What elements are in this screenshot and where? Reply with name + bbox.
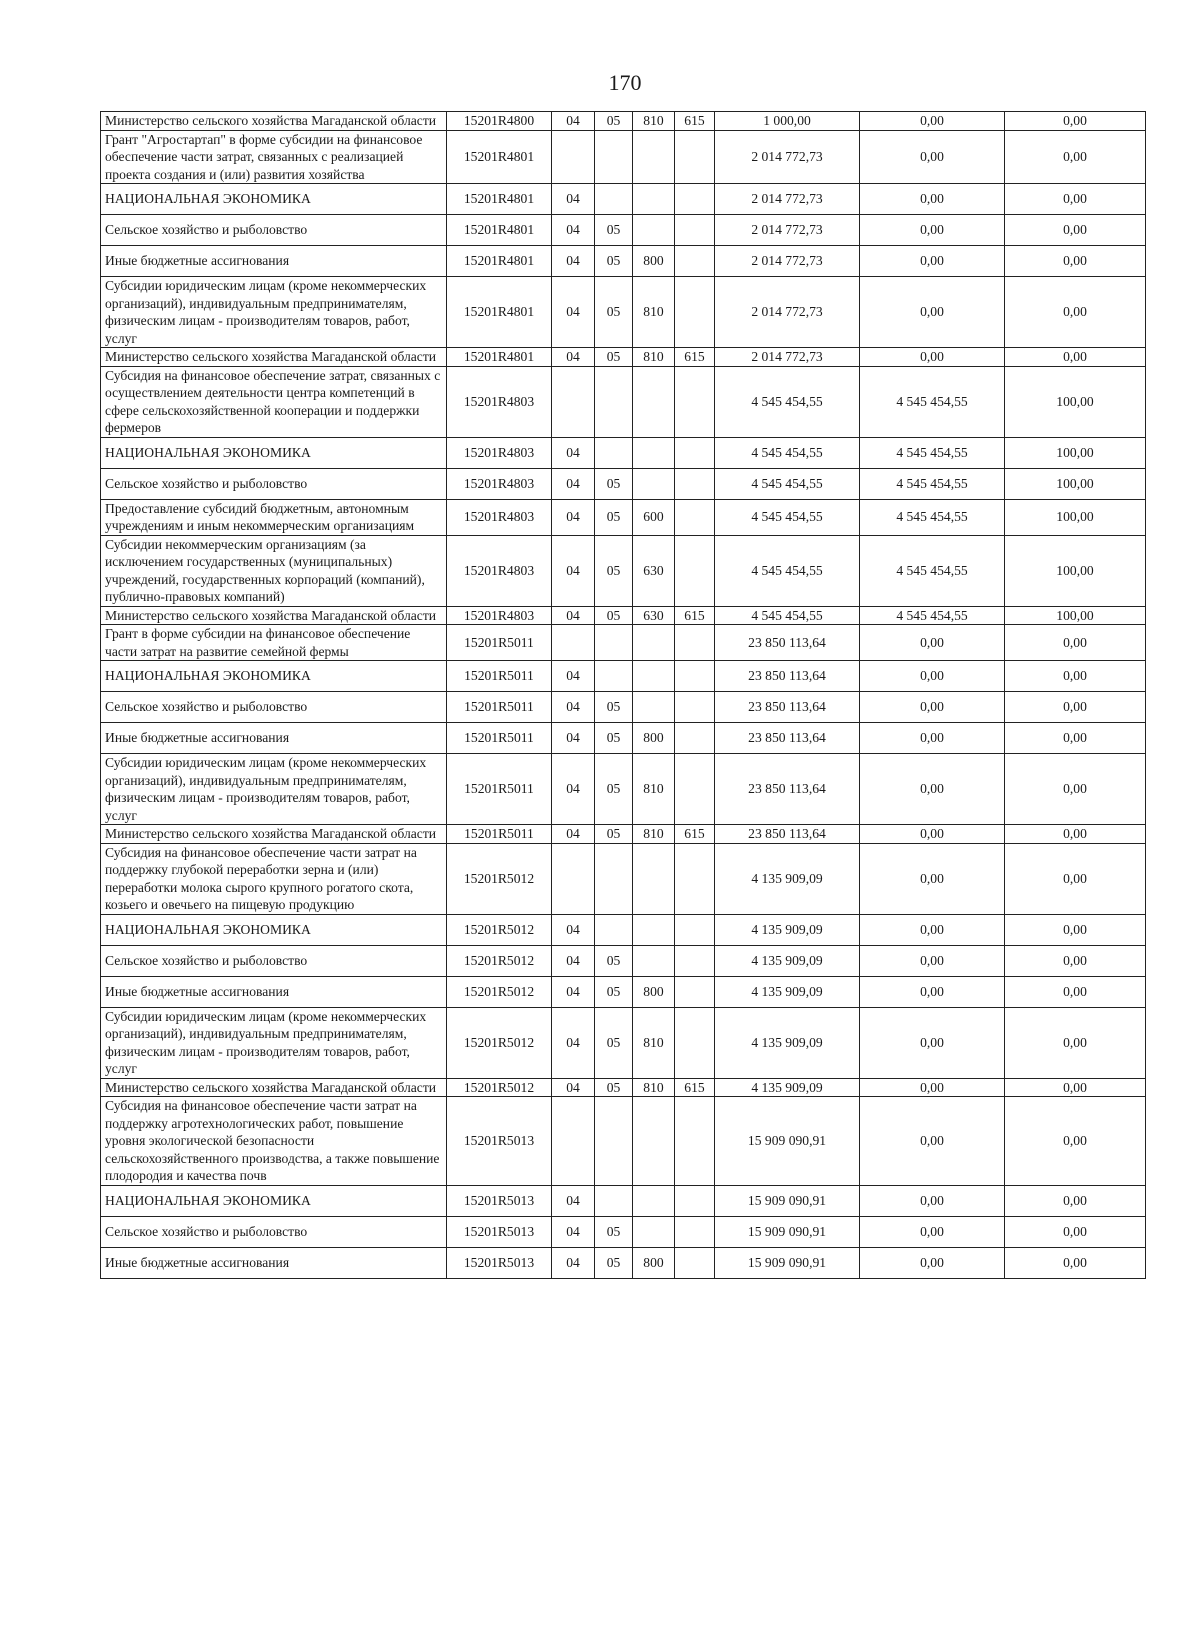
manager-code [675, 499, 715, 535]
table-row [101, 606, 1146, 625]
executed-amount: 0,00 [860, 754, 1005, 825]
target-article-code: 15201R5012 [447, 1078, 552, 1097]
manager-code [675, 661, 715, 692]
planned-amount: 4 545 454,55 [715, 468, 860, 499]
executed-amount: 0,00 [860, 1216, 1005, 1247]
expense-type-code: 810 [633, 825, 675, 844]
expense-type-code [633, 843, 675, 914]
executed-amount: 0,00 [860, 184, 1005, 215]
manager-code [675, 277, 715, 348]
section-code [552, 130, 595, 184]
target-article-code: 15201R4801 [447, 184, 552, 215]
execution-percent: 0,00 [1005, 215, 1146, 246]
expense-type-code [633, 215, 675, 246]
execution-percent: 0,00 [1005, 1097, 1146, 1186]
table-row [101, 348, 1146, 367]
expense-type-code [633, 130, 675, 184]
planned-amount: 4 135 909,09 [715, 914, 860, 945]
target-article-code: 15201R5011 [447, 692, 552, 723]
row-name: Министерство сельского хозяйства Магаданской области [101, 825, 447, 844]
manager-code [675, 1185, 715, 1216]
target-article-code: 15201R5013 [447, 1185, 552, 1216]
planned-amount: 2 014 772,73 [715, 277, 860, 348]
section-code: 04 [552, 1078, 595, 1097]
expense-type-code: 800 [633, 246, 675, 277]
execution-percent: 0,00 [1005, 130, 1146, 184]
row-name: Министерство сельского хозяйства Магаданской области [101, 112, 447, 131]
manager-code [675, 130, 715, 184]
manager-code [675, 366, 715, 437]
table-body [101, 112, 1146, 1279]
row-name: Субсидии юридическим лицам (кроме некоммерческих организаций), индивидуальным предпринимателям, физическим лицам - производителям товаров, работ, услуг [101, 277, 447, 348]
expense-type-code [633, 366, 675, 437]
row-name: Грант в форме субсидии на финансовое обеспечение части затрат на развитие семейной фермы [101, 625, 447, 661]
row-name: Министерство сельского хозяйства Магаданской области [101, 348, 447, 367]
manager-code [675, 976, 715, 1007]
subsection-code: 05 [595, 1247, 633, 1278]
manager-code [675, 535, 715, 606]
executed-amount: 0,00 [860, 1097, 1005, 1186]
subsection-code: 05 [595, 277, 633, 348]
subsection-code: 05 [595, 499, 633, 535]
manager-code [675, 468, 715, 499]
subsection-code: 05 [595, 1078, 633, 1097]
row-name: НАЦИОНАЛЬНАЯ ЭКОНОМИКА [101, 1185, 447, 1216]
target-article-code: 15201R5012 [447, 914, 552, 945]
expense-type-code [633, 1185, 675, 1216]
target-article-code: 15201R4800 [447, 112, 552, 131]
table-row [101, 914, 1146, 945]
executed-amount: 0,00 [860, 348, 1005, 367]
execution-percent: 0,00 [1005, 277, 1146, 348]
target-article-code: 15201R4803 [447, 366, 552, 437]
table-row [101, 130, 1146, 184]
planned-amount: 4 545 454,55 [715, 437, 860, 468]
section-code: 04 [552, 692, 595, 723]
section-code: 04 [552, 499, 595, 535]
manager-code [675, 754, 715, 825]
row-name: Субсидия на финансовое обеспечение части затрат на поддержку агротехнологических работ, повышение уровня экологической безопасности сельскохозяйственного производства, а также повышение плодородия и качества почв [101, 1097, 447, 1186]
execution-percent: 0,00 [1005, 754, 1146, 825]
target-article-code: 15201R5011 [447, 723, 552, 754]
table-row [101, 437, 1146, 468]
executed-amount: 0,00 [860, 945, 1005, 976]
subsection-code [595, 625, 633, 661]
expense-type-code [633, 945, 675, 976]
subsection-code: 05 [595, 976, 633, 1007]
subsection-code: 05 [595, 348, 633, 367]
target-article-code: 15201R4801 [447, 277, 552, 348]
expense-type-code [633, 437, 675, 468]
execution-percent: 0,00 [1005, 825, 1146, 844]
section-code [552, 843, 595, 914]
execution-percent: 100,00 [1005, 535, 1146, 606]
subsection-code [595, 184, 633, 215]
target-article-code: 15201R5011 [447, 661, 552, 692]
table-row [101, 112, 1146, 131]
execution-percent: 100,00 [1005, 366, 1146, 437]
section-code: 04 [552, 661, 595, 692]
planned-amount: 4 135 909,09 [715, 1078, 860, 1097]
execution-percent: 0,00 [1005, 723, 1146, 754]
planned-amount: 4 135 909,09 [715, 976, 860, 1007]
table-row [101, 499, 1146, 535]
execution-percent: 0,00 [1005, 945, 1146, 976]
expense-type-code [633, 914, 675, 945]
executed-amount: 0,00 [860, 661, 1005, 692]
planned-amount: 23 850 113,64 [715, 723, 860, 754]
table-row [101, 366, 1146, 437]
planned-amount: 15 909 090,91 [715, 1185, 860, 1216]
executed-amount: 4 545 454,55 [860, 535, 1005, 606]
executed-amount: 0,00 [860, 215, 1005, 246]
table-row [101, 277, 1146, 348]
planned-amount: 2 014 772,73 [715, 215, 860, 246]
section-code: 04 [552, 825, 595, 844]
manager-code [675, 1007, 715, 1078]
table-row [101, 843, 1146, 914]
executed-amount: 0,00 [860, 843, 1005, 914]
section-code: 04 [552, 246, 595, 277]
row-name: НАЦИОНАЛЬНАЯ ЭКОНОМИКА [101, 437, 447, 468]
manager-code [675, 246, 715, 277]
subsection-code [595, 661, 633, 692]
execution-percent: 0,00 [1005, 625, 1146, 661]
table-row [101, 1078, 1146, 1097]
subsection-code: 05 [595, 215, 633, 246]
execution-percent: 0,00 [1005, 112, 1146, 131]
target-article-code: 15201R5012 [447, 1007, 552, 1078]
executed-amount: 0,00 [860, 130, 1005, 184]
planned-amount: 23 850 113,64 [715, 754, 860, 825]
target-article-code: 15201R5013 [447, 1216, 552, 1247]
executed-amount: 0,00 [860, 723, 1005, 754]
expense-type-code [633, 625, 675, 661]
executed-amount: 0,00 [860, 1007, 1005, 1078]
target-article-code: 15201R4803 [447, 468, 552, 499]
planned-amount: 2 014 772,73 [715, 246, 860, 277]
expense-type-code: 600 [633, 499, 675, 535]
planned-amount: 23 850 113,64 [715, 692, 860, 723]
manager-code [675, 215, 715, 246]
target-article-code: 15201R5011 [447, 825, 552, 844]
executed-amount: 0,00 [860, 1185, 1005, 1216]
execution-percent: 0,00 [1005, 1078, 1146, 1097]
table-row [101, 1097, 1146, 1186]
target-article-code: 15201R5013 [447, 1247, 552, 1278]
table-row [101, 215, 1146, 246]
planned-amount: 15 909 090,91 [715, 1216, 860, 1247]
manager-code: 615 [675, 112, 715, 131]
subsection-code [595, 130, 633, 184]
planned-amount: 4 545 454,55 [715, 499, 860, 535]
section-code: 04 [552, 215, 595, 246]
subsection-code [595, 1097, 633, 1186]
table-row [101, 754, 1146, 825]
subsection-code: 05 [595, 825, 633, 844]
execution-percent: 0,00 [1005, 843, 1146, 914]
expense-type-code [633, 1216, 675, 1247]
manager-code: 615 [675, 825, 715, 844]
section-code: 04 [552, 468, 595, 499]
section-code: 04 [552, 535, 595, 606]
execution-percent: 100,00 [1005, 499, 1146, 535]
target-article-code: 15201R5011 [447, 754, 552, 825]
planned-amount: 15 909 090,91 [715, 1097, 860, 1186]
executed-amount: 0,00 [860, 625, 1005, 661]
row-name: Министерство сельского хозяйства Магаданской области [101, 606, 447, 625]
subsection-code: 05 [595, 1216, 633, 1247]
row-name: НАЦИОНАЛЬНАЯ ЭКОНОМИКА [101, 914, 447, 945]
expense-type-code [633, 661, 675, 692]
section-code: 04 [552, 1216, 595, 1247]
subsection-code: 05 [595, 754, 633, 825]
planned-amount: 4 135 909,09 [715, 843, 860, 914]
table-row [101, 1185, 1146, 1216]
expense-type-code: 810 [633, 112, 675, 131]
planned-amount: 2 014 772,73 [715, 130, 860, 184]
execution-percent: 100,00 [1005, 437, 1146, 468]
target-article-code: 15201R4803 [447, 606, 552, 625]
expense-type-code: 630 [633, 606, 675, 625]
subsection-code: 05 [595, 606, 633, 625]
section-code: 04 [552, 754, 595, 825]
manager-code [675, 1216, 715, 1247]
target-article-code: 15201R4801 [447, 130, 552, 184]
subsection-code: 05 [595, 723, 633, 754]
expense-type-code: 800 [633, 723, 675, 754]
manager-code [675, 692, 715, 723]
section-code: 04 [552, 1247, 595, 1278]
executed-amount: 0,00 [860, 825, 1005, 844]
execution-percent: 100,00 [1005, 606, 1146, 625]
table-row [101, 825, 1146, 844]
executed-amount: 0,00 [860, 1247, 1005, 1278]
row-name: НАЦИОНАЛЬНАЯ ЭКОНОМИКА [101, 661, 447, 692]
executed-amount: 0,00 [860, 246, 1005, 277]
planned-amount: 2 014 772,73 [715, 348, 860, 367]
expense-type-code: 800 [633, 976, 675, 1007]
section-code: 04 [552, 606, 595, 625]
target-article-code: 15201R5012 [447, 976, 552, 1007]
manager-code [675, 1247, 715, 1278]
executed-amount: 4 545 454,55 [860, 468, 1005, 499]
executed-amount: 0,00 [860, 277, 1005, 348]
execution-percent: 0,00 [1005, 661, 1146, 692]
section-code [552, 366, 595, 437]
execution-percent: 0,00 [1005, 692, 1146, 723]
row-name: Сельское хозяйство и рыболовство [101, 692, 447, 723]
row-name: Сельское хозяйство и рыболовство [101, 945, 447, 976]
row-name: Министерство сельского хозяйства Магаданской области [101, 1078, 447, 1097]
table-row [101, 692, 1146, 723]
row-name: Иные бюджетные ассигнования [101, 723, 447, 754]
row-name: Иные бюджетные ассигнования [101, 1247, 447, 1278]
manager-code: 615 [675, 1078, 715, 1097]
section-code: 04 [552, 945, 595, 976]
planned-amount: 4 135 909,09 [715, 945, 860, 976]
row-name: Субсидии юридическим лицам (кроме некоммерческих организаций), индивидуальным предпринимателям, физическим лицам - производителям товаров, работ, услуг [101, 754, 447, 825]
planned-amount: 4 135 909,09 [715, 1007, 860, 1078]
expense-type-code: 810 [633, 1007, 675, 1078]
subsection-code: 05 [595, 1007, 633, 1078]
executed-amount: 4 545 454,55 [860, 437, 1005, 468]
manager-code [675, 723, 715, 754]
executed-amount: 0,00 [860, 976, 1005, 1007]
target-article-code: 15201R5012 [447, 945, 552, 976]
row-name: НАЦИОНАЛЬНАЯ ЭКОНОМИКА [101, 184, 447, 215]
planned-amount: 2 014 772,73 [715, 184, 860, 215]
table-row [101, 723, 1146, 754]
target-article-code: 15201R4801 [447, 215, 552, 246]
execution-percent: 0,00 [1005, 184, 1146, 215]
execution-percent: 0,00 [1005, 246, 1146, 277]
section-code: 04 [552, 277, 595, 348]
manager-code [675, 184, 715, 215]
target-article-code: 15201R4803 [447, 437, 552, 468]
subsection-code: 05 [595, 692, 633, 723]
execution-percent: 0,00 [1005, 348, 1146, 367]
section-code: 04 [552, 914, 595, 945]
table-row [101, 661, 1146, 692]
expense-type-code: 810 [633, 348, 675, 367]
expense-type-code: 630 [633, 535, 675, 606]
expense-type-code [633, 184, 675, 215]
table-row [101, 1216, 1146, 1247]
planned-amount: 4 545 454,55 [715, 366, 860, 437]
manager-code [675, 945, 715, 976]
executed-amount: 4 545 454,55 [860, 366, 1005, 437]
execution-percent: 0,00 [1005, 914, 1146, 945]
planned-amount: 4 545 454,55 [715, 606, 860, 625]
expense-type-code [633, 468, 675, 499]
table-row [101, 945, 1146, 976]
table-row [101, 535, 1146, 606]
row-name: Субсидия на финансовое обеспечение части затрат на поддержку глубокой переработки зерна и (или) переработки молока сырого крупного рогатого скота, козьего и овечьего на пищевую продукцию [101, 843, 447, 914]
row-name: Сельское хозяйство и рыболовство [101, 215, 447, 246]
row-name: Сельское хозяйство и рыболовство [101, 1216, 447, 1247]
executed-amount: 4 545 454,55 [860, 606, 1005, 625]
execution-percent: 0,00 [1005, 1185, 1146, 1216]
section-code [552, 1097, 595, 1186]
row-name: Субсидии юридическим лицам (кроме некоммерческих организаций), индивидуальным предпринимателям, физическим лицам - производителям товаров, работ, услуг [101, 1007, 447, 1078]
table-row [101, 1007, 1146, 1078]
target-article-code: 15201R5011 [447, 625, 552, 661]
target-article-code: 15201R4803 [447, 499, 552, 535]
section-code: 04 [552, 112, 595, 131]
row-name: Сельское хозяйство и рыболовство [101, 468, 447, 499]
table-row [101, 468, 1146, 499]
subsection-code: 05 [595, 246, 633, 277]
table-row [101, 625, 1146, 661]
target-article-code: 15201R4801 [447, 348, 552, 367]
page-number: 170 [608, 70, 642, 95]
subsection-code [595, 914, 633, 945]
manager-code [675, 625, 715, 661]
table-row [101, 184, 1146, 215]
subsection-code [595, 366, 633, 437]
target-article-code: 15201R4803 [447, 535, 552, 606]
row-name: Иные бюджетные ассигнования [101, 976, 447, 1007]
section-code: 04 [552, 348, 595, 367]
target-article-code: 15201R4801 [447, 246, 552, 277]
section-code: 04 [552, 1007, 595, 1078]
planned-amount: 4 545 454,55 [715, 535, 860, 606]
execution-percent: 100,00 [1005, 468, 1146, 499]
executed-amount: 0,00 [860, 692, 1005, 723]
row-name: Субсидия на финансовое обеспечение затрат, связанных с осуществлением деятельности центра компетенций в сфере сельскохозяйственной кооперации и поддержки фермеров [101, 366, 447, 437]
manager-code: 615 [675, 348, 715, 367]
row-name: Предоставление субсидий бюджетным, автономным учреждениям и иным некоммерческим организациям [101, 499, 447, 535]
manager-code [675, 914, 715, 945]
expense-type-code: 810 [633, 277, 675, 348]
budget-table [100, 111, 1146, 1279]
expense-type-code [633, 1097, 675, 1186]
planned-amount: 23 850 113,64 [715, 661, 860, 692]
section-code: 04 [552, 723, 595, 754]
executed-amount: 0,00 [860, 1078, 1005, 1097]
planned-amount: 1 000,00 [715, 112, 860, 131]
section-code: 04 [552, 976, 595, 1007]
target-article-code: 15201R5013 [447, 1097, 552, 1186]
subsection-code [595, 843, 633, 914]
expense-type-code: 810 [633, 1078, 675, 1097]
subsection-code [595, 1185, 633, 1216]
row-name: Субсидии некоммерческим организациям (за исключением государственных (муниципальных) учреждений, государственных корпораций (компаний), публично-правовых компаний) [101, 535, 447, 606]
table-row [101, 1247, 1146, 1278]
planned-amount: 15 909 090,91 [715, 1247, 860, 1278]
execution-percent: 0,00 [1005, 1007, 1146, 1078]
subsection-code [595, 437, 633, 468]
executed-amount: 0,00 [860, 914, 1005, 945]
expense-type-code: 800 [633, 1247, 675, 1278]
table-row [101, 246, 1146, 277]
target-article-code: 15201R5012 [447, 843, 552, 914]
table-row [101, 976, 1146, 1007]
manager-code [675, 1097, 715, 1186]
manager-code [675, 437, 715, 468]
section-code: 04 [552, 1185, 595, 1216]
row-name: Грант "Агростартап" в форме субсидии на финансовое обеспечение части затрат, связанных с реализацией проекта создания и (или) развития хозяйства [101, 130, 447, 184]
manager-code: 615 [675, 606, 715, 625]
subsection-code: 05 [595, 945, 633, 976]
subsection-code: 05 [595, 535, 633, 606]
executed-amount: 4 545 454,55 [860, 499, 1005, 535]
expense-type-code [633, 692, 675, 723]
executed-amount: 0,00 [860, 112, 1005, 131]
section-code [552, 625, 595, 661]
subsection-code: 05 [595, 112, 633, 131]
section-code: 04 [552, 437, 595, 468]
planned-amount: 23 850 113,64 [715, 625, 860, 661]
manager-code [675, 843, 715, 914]
section-code: 04 [552, 184, 595, 215]
execution-percent: 0,00 [1005, 1216, 1146, 1247]
expense-type-code: 810 [633, 754, 675, 825]
row-name: Иные бюджетные ассигнования [101, 246, 447, 277]
subsection-code: 05 [595, 468, 633, 499]
execution-percent: 0,00 [1005, 1247, 1146, 1278]
execution-percent: 0,00 [1005, 976, 1146, 1007]
planned-amount: 23 850 113,64 [715, 825, 860, 844]
